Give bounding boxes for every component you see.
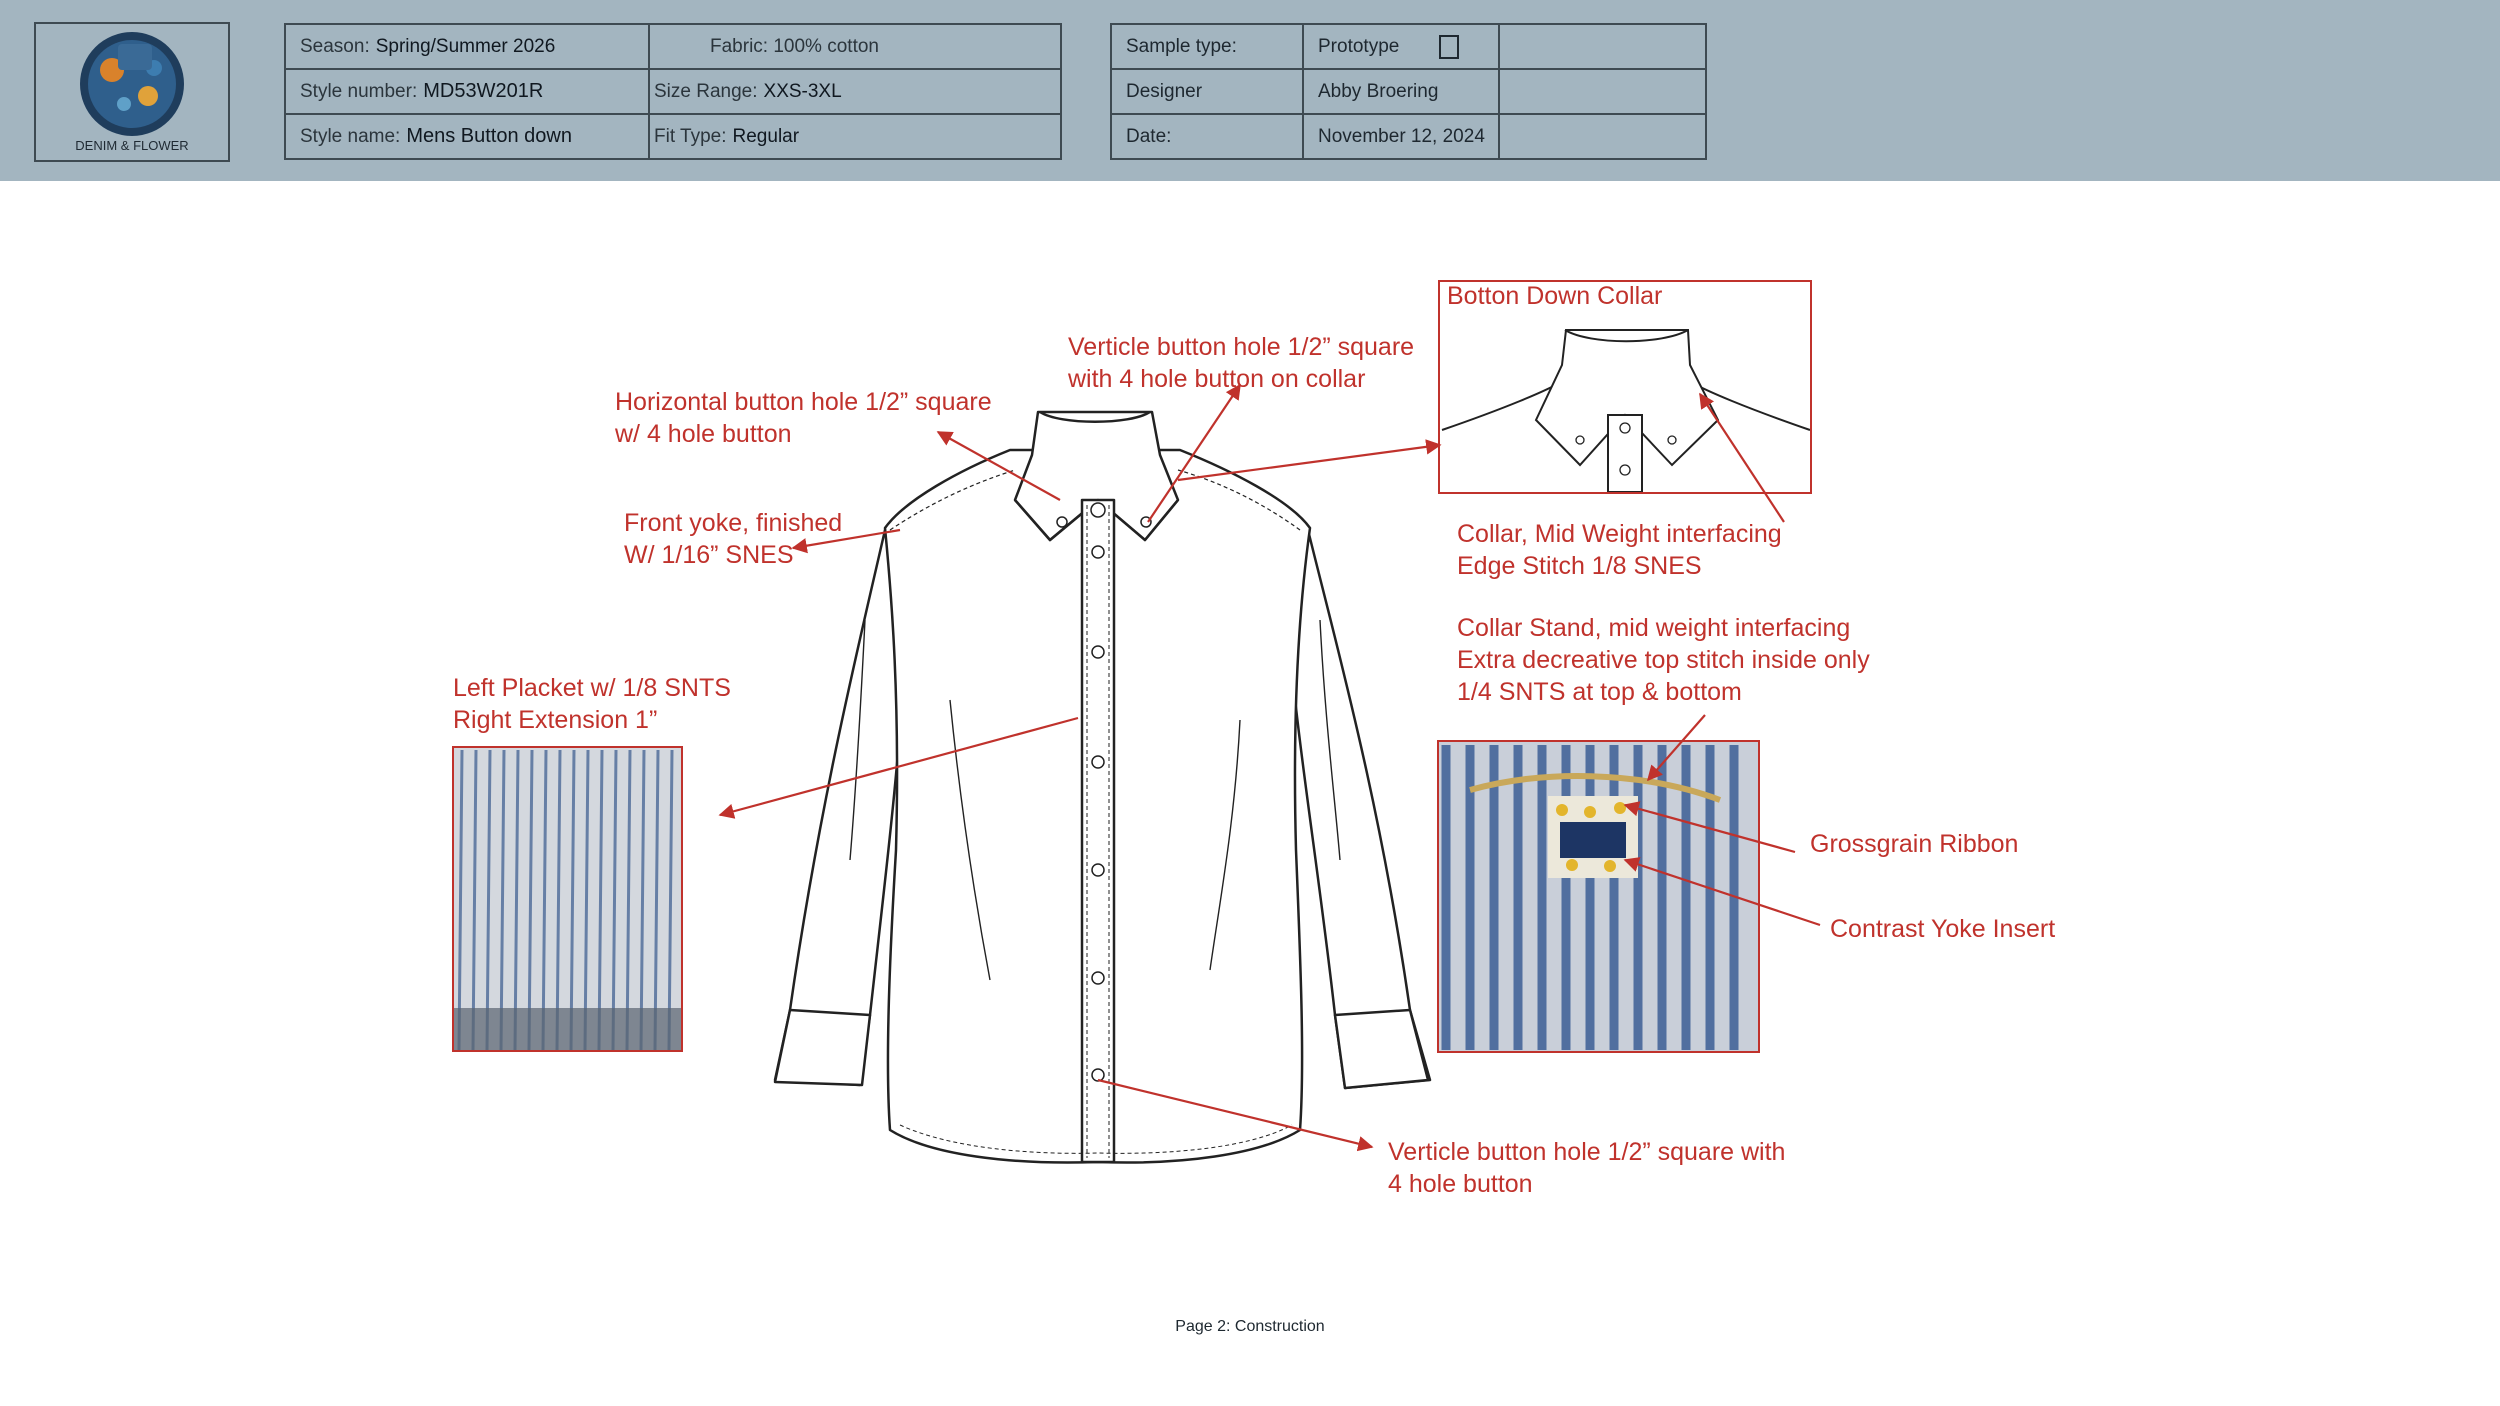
- page-footer: Page 2: Construction: [1175, 1318, 1325, 1335]
- size-range-value: XXS-3XL: [763, 80, 842, 102]
- placket-buttonhole-note: [1388, 1136, 1785, 1200]
- collar-interfacing-note: [1457, 518, 1782, 582]
- season-value: Spring/Summer 2026: [375, 35, 556, 57]
- season-label: Season:: [300, 35, 370, 57]
- note-line: Right Extension 1”: [453, 706, 658, 734]
- left-placket-photo: [453, 747, 682, 1051]
- note-line: Collar Stand, mid weight interfacing: [1457, 614, 1851, 642]
- note-line: Grossgrain Ribbon: [1810, 830, 2019, 858]
- note-line: Front yoke, finished: [624, 509, 843, 537]
- front-yoke-note: [624, 507, 842, 571]
- style-name-value: Mens Button down: [406, 125, 572, 147]
- collar-stand-photo: [1438, 741, 1759, 1052]
- note-line: with 4 hole button on collar: [1068, 365, 1366, 393]
- style-number-value: MD53W201R: [423, 80, 544, 102]
- collar-buttonhole-note: [1068, 331, 1414, 395]
- fit-type-label: Fit Type:: [654, 125, 727, 147]
- note-line: Verticle button hole 1/2” square with: [1388, 1138, 1786, 1166]
- note-line: Horizontal button hole 1/2” square: [615, 388, 992, 416]
- style-number-label: Style number:: [300, 81, 418, 102]
- left-placket-note: [453, 672, 731, 736]
- collar-detail-title-text: Botton Down Collar: [1447, 282, 1663, 310]
- collar-detail-box: [1438, 280, 1812, 494]
- contrast-yoke-note: [1830, 913, 2055, 945]
- note-line: 1/4 SNTS at top & bottom: [1457, 678, 1742, 706]
- brand-name: DENIM & FLOWER: [75, 138, 189, 153]
- note-line: 4 hole button: [1388, 1170, 1533, 1198]
- collar-stand-note: [1457, 612, 1870, 708]
- note-line: W/ 1/16” SNES: [624, 541, 794, 569]
- note-line: Contrast Yoke Insert: [1830, 915, 2056, 943]
- note-line: Collar, Mid Weight interfacing: [1457, 520, 1782, 548]
- note-line: Left Placket w/ 1/8 SNTS: [453, 674, 731, 702]
- fit-type-value: Regular: [732, 125, 800, 147]
- note-line: Extra decreative top stitch inside only: [1457, 646, 1870, 674]
- note-line: w/ 4 hole button: [615, 420, 792, 448]
- note-line: Edge Stitch 1/8 SNES: [1457, 552, 1702, 580]
- collar-detail-title: [1447, 280, 1662, 312]
- size-range-label: Size Range:: [654, 80, 758, 102]
- fabric-value: Fabric: 100% cotton: [710, 35, 879, 57]
- shirt-flat-sketch: [775, 412, 1430, 1163]
- designer-label: Designer: [1111, 69, 1303, 114]
- grosgrain-ribbon-note: [1810, 828, 2018, 860]
- date-value: November 12, 2024: [1303, 114, 1499, 159]
- designer-value: Abby Broering: [1303, 69, 1499, 114]
- sample-type-value: Prototype: [1318, 35, 1400, 57]
- date-label: Date:: [1111, 114, 1303, 159]
- note-line: Verticle button hole 1/2” square: [1068, 333, 1415, 361]
- horizontal-buttonhole-note: [615, 386, 992, 450]
- style-name-label: Style name:: [300, 126, 401, 147]
- sample-type-label: Sample type:: [1111, 24, 1303, 69]
